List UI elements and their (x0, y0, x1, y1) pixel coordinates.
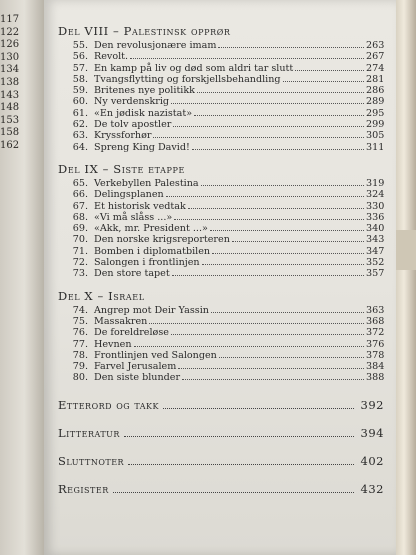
toc-entry (58, 85, 384, 96)
part-heading: Del IX – Siste etappe (58, 161, 185, 176)
toc-entry (58, 257, 384, 268)
dot-leader (201, 185, 364, 186)
left-page-number: 158 (0, 127, 20, 139)
toc-entry (58, 189, 384, 200)
chapter-number: 65. (72, 177, 88, 189)
chapter-title: Frontlinjen ved Salongen (94, 349, 217, 361)
dot-leader (172, 275, 364, 276)
chapter-title: Revolt. (94, 51, 129, 63)
backmatter-page-number: 392 (360, 397, 384, 412)
chapter-page-number: 286 (366, 85, 385, 97)
chapter-number: 56. (72, 51, 88, 63)
chapter-title: Verkebyllen Palestina (94, 177, 199, 189)
chapter-number: 79. (72, 361, 88, 373)
dot-leader (232, 241, 364, 242)
chapter-page-number: 295 (366, 107, 385, 119)
left-page-number: 117 (0, 14, 20, 25)
dot-leader (163, 408, 354, 409)
toc-part (58, 162, 384, 280)
chapter-page-number: 305 (366, 130, 385, 142)
dot-leader (197, 92, 364, 93)
backmatter-entry (58, 454, 384, 468)
chapter-number: 66. (72, 189, 88, 201)
dot-leader (194, 115, 364, 116)
chapter-page-number: 311 (366, 141, 385, 153)
chapter-title: Massakren (94, 315, 148, 327)
dot-leader (182, 379, 364, 380)
left-page-number: 153 (0, 114, 20, 126)
dot-leader (113, 492, 354, 493)
backmatter-title: Register (58, 481, 109, 496)
dot-leader (212, 253, 364, 254)
toc-entry (58, 201, 384, 212)
chapter-title: Farvel Jerusalem (94, 361, 177, 373)
chapter-number: 76. (72, 327, 88, 339)
chapter-page-number: 357 (366, 268, 385, 280)
dot-leader (171, 334, 364, 335)
chapter-page-number: 274 (366, 62, 385, 74)
chapter-number: 59. (72, 85, 88, 97)
dot-leader (192, 149, 364, 150)
chapter-number: 67. (72, 200, 88, 212)
chapter-page-number: 263 (366, 40, 385, 51)
chapter-number: 72. (72, 257, 88, 269)
toc-entry (58, 142, 384, 153)
chapter-title: Delingsplanen (94, 189, 164, 201)
chapter-title: Angrep mot Deir Yassin (94, 304, 209, 316)
chapter-title: Tvangsflytting og forskjellsbehandling (94, 73, 281, 85)
chapter-number: 55. (72, 40, 88, 51)
chapter-page-number: 363 (366, 304, 385, 316)
toc-entry (58, 74, 384, 85)
chapter-number: 74. (72, 304, 88, 316)
book-stack-edge (396, 0, 416, 555)
chapter-page-number: 352 (366, 257, 385, 269)
toc-entry (58, 327, 384, 338)
chapter-page-number: 347 (366, 245, 385, 257)
toc-entry (58, 361, 384, 372)
dot-leader (211, 312, 364, 313)
left-page-numbers (0, 14, 19, 153)
left-page-number: 130 (0, 51, 20, 63)
backmatter-page-number: 402 (360, 453, 384, 468)
chapter-title: De foreldreløse (94, 327, 169, 339)
chapter-number: 70. (72, 234, 88, 246)
chapter-number: 77. (72, 338, 88, 350)
chapter-number: 73. (72, 268, 88, 280)
chapter-page-number: 330 (366, 200, 385, 212)
dot-leader (202, 264, 364, 265)
left-page-number: 126 (0, 39, 20, 51)
dot-leader (124, 436, 354, 437)
chapter-title: «Vi må slåss ...» (94, 211, 173, 223)
dot-leader (166, 196, 364, 197)
toc-entry (58, 130, 384, 141)
backmatter-entry (58, 398, 384, 412)
left-page-number: 122 (0, 26, 20, 38)
chapter-page-number: 368 (366, 315, 385, 327)
chapter-title: De tolv apostler (94, 119, 172, 131)
table-of-contents (58, 24, 384, 496)
left-page-number: 148 (0, 102, 20, 114)
chapter-page-number: 324 (366, 189, 385, 201)
dot-leader (295, 70, 364, 71)
backmatter-page-number: 432 (360, 481, 384, 496)
chapter-title: Salongen i frontlinjen (94, 257, 200, 269)
chapter-page-number: 376 (366, 338, 385, 350)
toc-entry (58, 178, 384, 189)
dot-leader (128, 464, 354, 465)
dot-leader (218, 47, 364, 48)
chapter-title: Den store tapet (94, 268, 170, 280)
chapter-title: Hevnen (94, 338, 132, 350)
dot-leader (178, 368, 364, 369)
chapter-number: 63. (72, 130, 88, 142)
chapter-page-number: 388 (366, 372, 385, 384)
chapter-number: 58. (72, 73, 88, 85)
backmatter-title: Litteratur (58, 425, 120, 440)
toc-entry (58, 246, 384, 257)
toc-page (44, 0, 396, 555)
chapter-title: Den norske krigsreporteren (94, 234, 230, 246)
chapter-page-number: 378 (366, 349, 385, 361)
chapter-title: Den revolusjonære imam (94, 40, 217, 51)
dot-leader (219, 357, 364, 358)
backmatter-title: Etterord og takk (58, 397, 159, 412)
toc-part (58, 289, 384, 384)
dot-leader (134, 346, 365, 347)
chapter-number: 57. (72, 62, 88, 74)
chapter-number: 68. (72, 211, 88, 223)
chapter-number: 71. (72, 245, 88, 257)
chapter-title: Ny verdenskrig (94, 96, 170, 108)
chapter-title: Den siste blunder (94, 372, 181, 384)
toc-entry (58, 108, 384, 119)
chapter-page-number: 340 (366, 223, 385, 235)
dot-leader (130, 58, 364, 59)
dot-leader (210, 230, 364, 231)
toc-entry (58, 119, 384, 130)
chapter-page-number: 281 (366, 73, 385, 85)
toc-entry (58, 268, 384, 279)
dot-leader (149, 323, 364, 324)
dot-leader (153, 137, 364, 138)
chapter-page-number: 343 (366, 234, 385, 246)
chapter-number: 78. (72, 349, 88, 361)
chapter-page-number: 384 (366, 361, 385, 373)
toc-entry (58, 63, 384, 74)
toc-entry (58, 234, 384, 245)
toc-entry (58, 339, 384, 350)
part-heading: Del VIII – Palestinsk opprør (58, 24, 231, 38)
left-page (0, 0, 45, 555)
chapter-number: 75. (72, 315, 88, 327)
toc-entry (58, 40, 384, 51)
chapter-title: «Akk, mr. President ...» (94, 223, 208, 235)
chapter-page-number: 267 (366, 51, 385, 63)
toc-entry (58, 212, 384, 223)
backmatter-entry (58, 426, 384, 440)
backmatter-entry (58, 482, 384, 496)
left-page-number: 143 (0, 89, 20, 101)
toc-entry (58, 96, 384, 107)
chapter-page-number: 372 (366, 327, 385, 339)
toc-entry (58, 305, 384, 316)
chapter-title: Spreng King David! (94, 141, 190, 153)
dot-leader (188, 208, 364, 209)
chapter-title: En kamp på liv og død som aldri tar slutt (94, 62, 294, 74)
chapter-number: 61. (72, 107, 88, 119)
chapter-title: Bomben i diplomatbilen (94, 245, 211, 257)
toc-entry (58, 223, 384, 234)
toc-entry (58, 316, 384, 327)
chapter-number: 64. (72, 141, 88, 153)
dot-leader (174, 219, 364, 220)
chapter-number: 60. (72, 96, 88, 108)
backmatter-page-number: 394 (360, 425, 384, 440)
chapter-page-number: 319 (366, 177, 385, 189)
dot-leader (173, 126, 364, 127)
chapter-title: Kryssforhør (94, 130, 152, 142)
toc-entry (58, 51, 384, 62)
dot-leader (171, 103, 364, 104)
chapter-page-number: 299 (366, 119, 385, 131)
left-page-number: 138 (0, 76, 20, 88)
part-heading: Del X – Israel (58, 288, 145, 303)
chapter-title: «En jødisk nazistat» (94, 107, 193, 119)
chapter-number: 80. (72, 372, 88, 384)
toc-part (58, 24, 384, 153)
chapter-number: 62. (72, 119, 88, 131)
chapter-number: 69. (72, 223, 88, 235)
chapter-page-number: 289 (366, 96, 385, 108)
toc-entry (58, 372, 384, 383)
chapter-page-number: 336 (366, 211, 385, 223)
chapter-title: Britenes nye politikk (94, 85, 195, 97)
left-page-number: 134 (0, 64, 20, 76)
dot-leader (283, 81, 364, 82)
left-page-number: 162 (0, 139, 20, 151)
backmatter-title: Sluttnoter (58, 453, 125, 468)
book-stack-edge-lower (396, 230, 416, 270)
toc-entry (58, 350, 384, 361)
chapter-title: Et historisk vedtak (94, 200, 186, 212)
